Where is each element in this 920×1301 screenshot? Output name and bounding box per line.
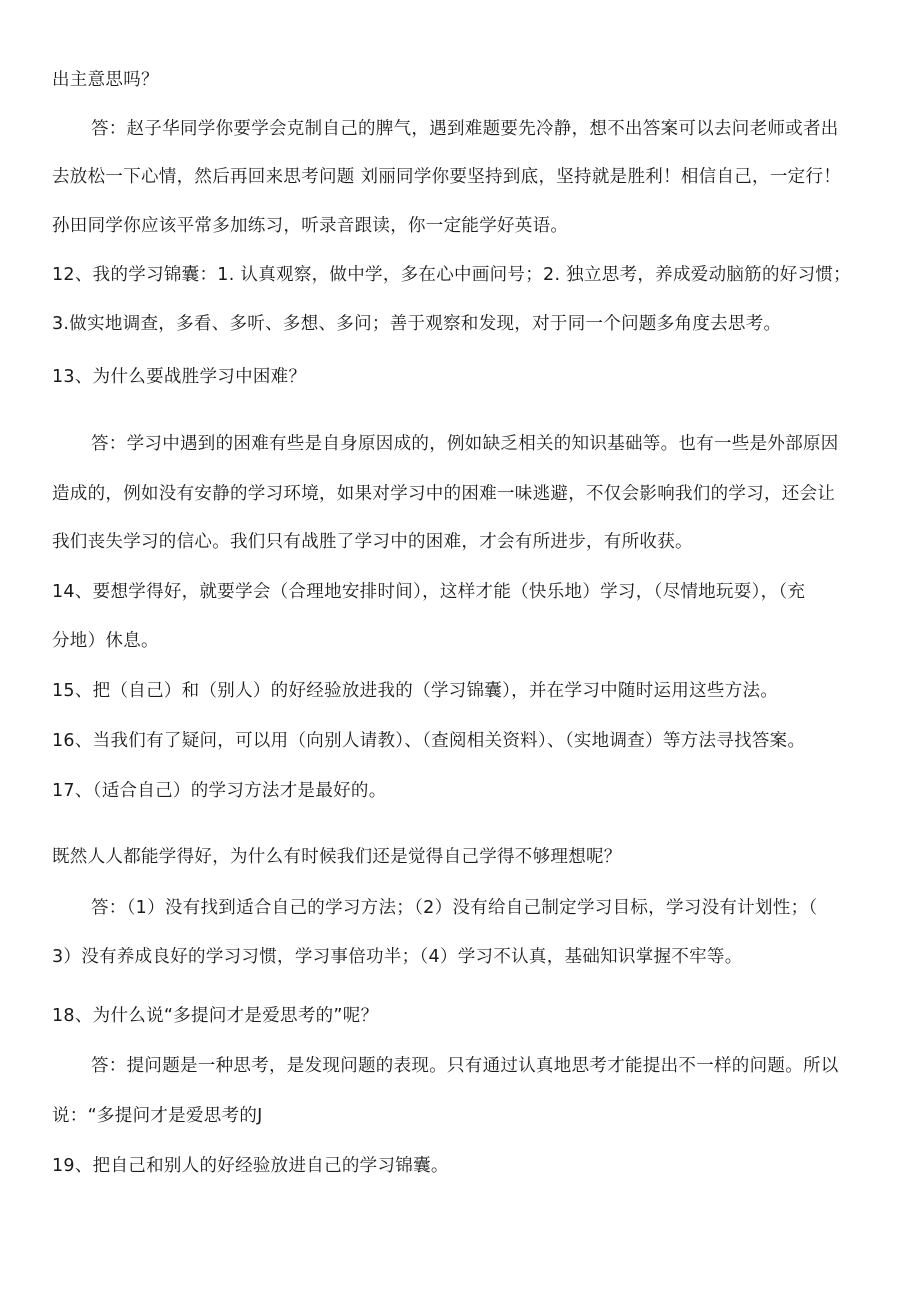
answer-paragraph-line: 答：赵子华同学你要学会克制自己的脾气，遇到难题要先冷静，想不出答案可以去问老师或者出 [91,119,839,139]
item-13-question: 13、为什么要战胜学习中困难？ [52,367,307,387]
question-line: 既然人人都能学得好，为什么有时候我们还是觉得自己学得不够理想呢？ [52,847,622,867]
item-19-line: 19、把自己和别人的好经验放进自己的学习锦囊。 [52,1156,449,1176]
answer-paragraph-line: 说：“多提问才是爱思考的J [52,1106,263,1126]
answer-paragraph-line: 答：学习中遇到的困难有些是自身原因成的，例如缺乏相关的知识基础等。也有一些是外部原因 [91,434,839,454]
item-14-line: 分地）休息。 [52,631,159,651]
answer-paragraph-line: 答：（1）没有找到适合自己的学习方法；（2）没有给自己制定学习目标，学习没有计划性；（ [91,898,818,918]
text-line-continuation: 出主意思吗？ [52,70,159,90]
item-12-line: 12、我的学习锦囊：1. 认真观察，做中学，多在心中画问号；2. 独立思考，养成爱动脑筋的好习惯； [52,265,851,285]
answer-paragraph-line: 答：提问题是一种思考，是发现问题的表现。只有通过认真地思考才能提出不一样的问题。所以 [91,1056,839,1076]
answer-paragraph-line: 3）没有养成良好的学习习惯，学习事倍功半；（4）学习不认真，基础知识掌握不牢等。 [52,947,743,967]
item-18-question: 18、为什么说“多提问才是爱思考的”呢？ [52,1006,379,1026]
item-12-line: 3.做实地调查，多看、多听、多想、多问；善于观察和发现，对于同一个问题多角度去思考。 [52,314,782,334]
item-17-line: 17、（适合自己）的学习方法才是最好的。 [52,781,387,801]
answer-paragraph-line: 孙田同学你应该平常多加练习，听录音跟读，你一定能学好英语。 [52,216,569,236]
item-16-line: 16、当我们有了疑问，可以用（向别人请教）、（查阅相关资料）、（实地调查）等方法寻找答案。 [52,731,806,751]
answer-paragraph-line: 去放松一下心情，然后再回来思考问题 刘丽同学你要坚持到底，坚持就是胜利！相信自己，一定行！ [52,167,842,187]
answer-paragraph-line: 造成的，例如没有安静的学习环境，如果对学习中的困难一味逃避，不仅会影响我们的学习，还会让 [52,484,836,504]
answer-paragraph-line: 我们丧失学习的信心。我们只有战胜了学习中的困难，才会有所进步，有所收获。 [52,532,693,552]
item-14-line: 14、要想学得好，就要学会（合理地安排时间），这样才能（快乐地）学习，（尽情地玩耍），（充 [52,582,806,602]
item-15-line: 15、把（自己）和（别人）的好经验放进我的（学习锦囊），并在学习中随时运用这些方法。 [52,681,779,701]
